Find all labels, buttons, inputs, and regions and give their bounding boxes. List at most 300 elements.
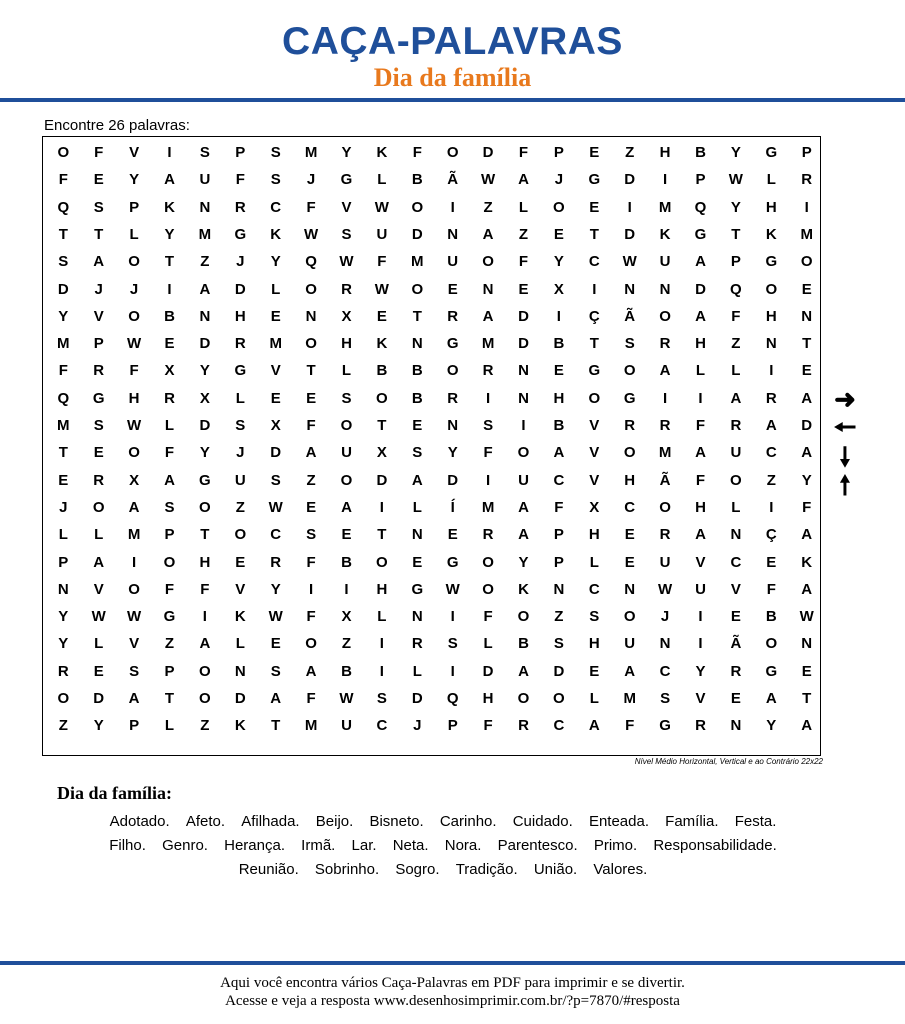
- grid-cell: A: [164, 171, 175, 189]
- word-item: Filho.: [109, 837, 146, 854]
- grid-cell: O: [305, 335, 317, 353]
- grid-cell: J: [236, 253, 245, 271]
- grid-cell: M: [198, 225, 212, 243]
- grid-cell: C: [588, 580, 600, 598]
- grid-cell: E: [93, 662, 104, 680]
- grid-cell: X: [129, 471, 140, 489]
- grid-cell: V: [730, 580, 741, 598]
- grid-cell: X: [341, 307, 352, 325]
- grid-cell: A: [411, 471, 423, 489]
- word-item: Herança.: [224, 837, 285, 854]
- grid-cell: N: [305, 307, 317, 325]
- grid-cell: I: [486, 389, 491, 407]
- grid-cell: A: [164, 471, 175, 489]
- grid-cell: W: [268, 608, 283, 626]
- grid-cell: I: [167, 280, 172, 298]
- grid-cell: A: [801, 717, 813, 735]
- grid-cell: R: [482, 362, 494, 380]
- grid-cell: F: [94, 144, 104, 161]
- grid-cell: A: [93, 553, 105, 571]
- grid-cell: T: [802, 335, 812, 353]
- grid-cell: A: [199, 635, 211, 653]
- grid-cell: G: [765, 662, 778, 680]
- grid-cell: E: [412, 553, 423, 571]
- grid-cell: F: [306, 553, 316, 571]
- grid-cell: O: [411, 280, 424, 298]
- grid-cell: O: [482, 253, 494, 271]
- grid-cell: Z: [518, 225, 529, 243]
- grid-cell: H: [659, 144, 671, 161]
- grid-cell: U: [518, 471, 529, 489]
- grid-cell: E: [730, 608, 741, 626]
- grid-cell: V: [341, 198, 352, 216]
- grid-cell: A: [305, 444, 317, 462]
- grid-cell: Q: [57, 198, 70, 216]
- grid-cell: N: [801, 307, 813, 325]
- grid-cell: S: [164, 498, 175, 516]
- grid-cell: N: [730, 717, 742, 735]
- grid-cell: F: [766, 580, 776, 598]
- grid-cell: S: [270, 662, 281, 680]
- grid-row: [43, 166, 820, 193]
- grid-cell: A: [482, 225, 494, 243]
- grid-cell: Ã: [659, 471, 671, 489]
- word-item: Responsabilidade.: [653, 837, 777, 854]
- grid-cell: U: [659, 553, 671, 571]
- grid-cell: O: [305, 635, 317, 653]
- grid-row: [43, 712, 820, 739]
- grid-cell: O: [128, 444, 140, 462]
- grid-row: [43, 658, 820, 685]
- grid-cell: O: [411, 198, 424, 216]
- grid-cell: P: [164, 662, 175, 680]
- grid-cell: V: [589, 471, 600, 489]
- grid-cell: E: [58, 471, 69, 489]
- grid-cell: S: [270, 471, 281, 489]
- grid-cell: R: [234, 335, 246, 353]
- grid-cell: E: [270, 635, 281, 653]
- grid-cell: K: [659, 225, 671, 243]
- grid-cell: F: [200, 580, 210, 598]
- grid-cell: F: [731, 307, 741, 325]
- grid-cell: O: [376, 553, 388, 571]
- grid-cell: E: [730, 690, 741, 707]
- grid-cell: T: [58, 444, 68, 462]
- grid-cell: Z: [200, 253, 210, 271]
- grid-cell: W: [658, 580, 673, 598]
- grid-cell: P: [235, 144, 246, 161]
- grid-cell: S: [93, 198, 104, 216]
- grid-row: [43, 194, 820, 221]
- grid-cell: Y: [730, 198, 741, 216]
- grid-cell: O: [199, 662, 211, 680]
- grid-cell: D: [482, 662, 494, 680]
- grid-cell: O: [163, 553, 176, 571]
- grid-row: [43, 385, 820, 412]
- grid-cell: W: [304, 225, 319, 243]
- grid-cell: Z: [731, 335, 741, 353]
- grid-cell: Y: [199, 444, 210, 462]
- grid-cell: M: [411, 253, 424, 271]
- grid-cell: S: [270, 171, 281, 189]
- grid-cell: S: [306, 526, 317, 544]
- grid-cell: D: [411, 225, 423, 243]
- top-divider: [0, 98, 905, 102]
- grid-cell: Y: [58, 307, 69, 325]
- grid-cell: K: [234, 608, 246, 626]
- grid-cell: Y: [766, 717, 777, 735]
- grid-cell: H: [234, 307, 246, 325]
- grid-cell: W: [622, 253, 637, 271]
- grid-cell: D: [234, 690, 246, 707]
- word-item: Irmã.: [301, 837, 336, 854]
- grid-cell: S: [376, 690, 387, 707]
- grid-cell: E: [553, 225, 564, 243]
- grid-row: [43, 549, 820, 576]
- grid-cell: O: [765, 280, 778, 298]
- grid-row: [43, 439, 820, 466]
- grid-cell: R: [447, 389, 459, 407]
- word-list-title: Dia da família:: [57, 783, 172, 803]
- grid-cell: L: [518, 198, 529, 216]
- grid-cell: A: [518, 498, 529, 516]
- grid-cell: F: [695, 471, 706, 489]
- grid-row: [43, 330, 820, 357]
- grid-cell: I: [450, 608, 455, 626]
- grid-cell: A: [93, 253, 105, 271]
- grid-cell: F: [695, 417, 706, 434]
- grid-cell: O: [553, 198, 565, 216]
- grid-cell: H: [588, 526, 600, 544]
- grid-cell: W: [127, 608, 142, 626]
- grid-cell: B: [411, 362, 423, 380]
- grid-cell: U: [376, 225, 388, 243]
- grid-cell: E: [624, 553, 635, 571]
- grid-cell: Y: [93, 717, 104, 735]
- grid-cell: L: [235, 635, 245, 653]
- word-item: União.: [533, 861, 578, 878]
- grid-cell: F: [483, 444, 493, 462]
- level-note: Nível Médio Horizontal, Vertical e ao Contrário 22x22: [634, 757, 823, 766]
- grid-cell: N: [730, 526, 742, 544]
- grid-cell: Y: [58, 635, 69, 653]
- grid-cell: O: [305, 280, 317, 298]
- grid-cell: P: [695, 171, 706, 189]
- grid-cell: I: [379, 662, 384, 680]
- grid-cell: K: [518, 580, 529, 598]
- grid-cell: S: [341, 389, 352, 407]
- grid-cell: Q: [730, 280, 742, 298]
- grid-cell: W: [374, 280, 389, 298]
- grid-cell: W: [127, 335, 142, 353]
- grid-cell: R: [164, 389, 175, 407]
- grid-cell: Y: [58, 608, 69, 626]
- grid-cell: I: [627, 198, 632, 216]
- grid-cell: E: [589, 144, 600, 161]
- word-item: Cuidado.: [512, 813, 573, 830]
- grid-row: [43, 630, 820, 657]
- grid-cell: N: [659, 280, 671, 298]
- grid-cell: V: [93, 307, 104, 325]
- grid-cell: U: [199, 171, 211, 189]
- grid-cell: G: [411, 580, 424, 598]
- grid-cell: O: [199, 690, 211, 707]
- grid-cell: E: [235, 553, 246, 571]
- grid-cell: G: [446, 553, 459, 571]
- grid-cell: R: [765, 389, 777, 407]
- arrow-left-icon: 🠔: [833, 412, 857, 442]
- grid-cell: L: [589, 553, 599, 571]
- grid-cell: M: [800, 225, 813, 243]
- grid-cell: F: [306, 417, 316, 434]
- grid-cell: H: [588, 635, 600, 653]
- grid-cell: A: [695, 253, 706, 271]
- grid-cell: L: [94, 526, 104, 544]
- grid-cell: I: [202, 608, 207, 626]
- grid-cell: S: [199, 144, 210, 161]
- grid-cell: T: [271, 717, 281, 735]
- grid-cell: O: [340, 471, 353, 489]
- grid-cell: C: [659, 662, 671, 680]
- grid-cell: E: [412, 417, 423, 434]
- grid-cell: O: [765, 635, 778, 653]
- grid-cell: F: [377, 253, 387, 271]
- grid-cell: O: [57, 690, 70, 707]
- grid-cell: F: [164, 580, 175, 598]
- grid-cell: D: [376, 471, 388, 489]
- grid-cell: F: [802, 498, 812, 516]
- grid-row: [43, 412, 820, 439]
- grid-cell: S: [553, 635, 564, 653]
- grid-cell: D: [57, 280, 69, 298]
- grid-cell: G: [765, 253, 778, 271]
- word-search-grid: [42, 136, 821, 756]
- grid-cell: L: [129, 225, 139, 243]
- grid-cell: B: [553, 417, 565, 434]
- grid-cell: N: [57, 580, 69, 598]
- grid-cell: D: [447, 471, 459, 489]
- grid-cell: H: [624, 471, 636, 489]
- grid-cell: E: [306, 498, 317, 516]
- grid-cell: Y: [553, 253, 564, 271]
- grid-cell: N: [447, 417, 459, 434]
- grid-cell: A: [624, 662, 636, 680]
- grid-cell: R: [270, 553, 282, 571]
- grid-cell: Z: [554, 608, 564, 626]
- grid-cell: X: [164, 362, 175, 380]
- grid-cell: Ç: [765, 526, 777, 544]
- grid-cell: N: [199, 307, 211, 325]
- grid-row: [43, 357, 820, 384]
- grid-cell: C: [553, 471, 565, 489]
- grid-cell: S: [58, 253, 69, 271]
- grid-cell: C: [588, 253, 600, 271]
- grid-cell: L: [731, 362, 741, 380]
- grid-cell: Ã: [447, 171, 459, 189]
- grid-cell: T: [377, 417, 387, 434]
- grid-cell: G: [163, 608, 176, 626]
- grid-cell: P: [801, 144, 812, 161]
- grid-cell: F: [306, 198, 316, 216]
- grid-cell: J: [413, 717, 422, 735]
- arrow-right-icon: ➜: [834, 384, 856, 414]
- grid-cell: L: [766, 171, 776, 189]
- grid-cell: L: [164, 417, 175, 434]
- grid-cell: J: [129, 280, 139, 298]
- grid-cell: H: [128, 389, 140, 407]
- grid-cell: A: [765, 690, 777, 707]
- grid-cell: Y: [129, 171, 140, 189]
- grid-cell: B: [553, 335, 565, 353]
- grid-cell: N: [553, 580, 565, 598]
- grid-cell: G: [234, 362, 247, 380]
- grid-cell: M: [57, 335, 70, 353]
- grid-cell: D: [553, 662, 565, 680]
- grid-cell: V: [695, 690, 706, 707]
- grid-cell: K: [765, 225, 777, 243]
- grid-cell: F: [306, 690, 316, 707]
- grid-cell: O: [199, 498, 211, 516]
- grid-cell: N: [765, 335, 777, 353]
- grid-cell: T: [589, 335, 599, 353]
- grid-cell: A: [518, 526, 529, 544]
- grid-cell: R: [801, 171, 813, 189]
- grid-cell: F: [164, 444, 175, 462]
- grid-cell: Y: [518, 553, 529, 571]
- grid-cell: Z: [766, 471, 776, 489]
- grid-cell: K: [234, 717, 246, 735]
- grid-cell: S: [624, 335, 635, 353]
- grid-cell: B: [164, 307, 175, 325]
- grid-cell: O: [482, 553, 494, 571]
- grid-cell: Q: [694, 198, 707, 216]
- footer-line-1: Aqui você encontra vários Caça-Palavras em PDF para imprimir e se divertir.: [220, 975, 685, 991]
- grid-cell: O: [128, 580, 140, 598]
- grid-row: [43, 521, 820, 548]
- grid-cell: R: [482, 526, 494, 544]
- grid-cell: M: [57, 417, 70, 434]
- grid-cell: Z: [306, 471, 316, 489]
- word-item: Afeto.: [185, 813, 226, 830]
- grid-cell: H: [695, 498, 706, 516]
- grid-cell: S: [129, 662, 140, 680]
- grid-cell: E: [341, 526, 352, 544]
- grid-cell: E: [553, 362, 564, 380]
- grid-cell: O: [446, 144, 459, 161]
- grid-cell: Z: [625, 144, 635, 161]
- grid-cell: P: [553, 144, 564, 161]
- grid-cell: O: [553, 690, 565, 707]
- grid-cell: N: [624, 280, 636, 298]
- grid-cell: D: [801, 417, 813, 434]
- grid-cell: M: [269, 335, 282, 353]
- grid-cell: X: [199, 389, 210, 407]
- grid-cell: R: [659, 417, 671, 434]
- grid-cell: H: [765, 307, 777, 325]
- grid-cell: G: [340, 171, 353, 189]
- word-item: Beijo.: [315, 813, 354, 830]
- grid-cell: S: [589, 608, 600, 626]
- grid-cell: F: [58, 362, 68, 380]
- grid-cell: B: [765, 608, 777, 626]
- grid-cell: Q: [57, 389, 70, 407]
- grid-cell: F: [412, 144, 422, 161]
- grid-cell: C: [270, 526, 282, 544]
- grid-cell: D: [93, 690, 105, 707]
- grid-cell: O: [623, 362, 636, 380]
- grid-cell: A: [801, 526, 813, 544]
- grid-cell: F: [518, 253, 529, 271]
- grid-cell: J: [660, 608, 670, 626]
- grid-cell: Z: [164, 635, 175, 653]
- grid-cell: I: [804, 198, 809, 216]
- word-item: Família.: [665, 813, 719, 830]
- word-item: Tradição.: [455, 861, 518, 878]
- grid-cell: M: [304, 717, 318, 735]
- grid-cell: I: [663, 389, 668, 407]
- grid-cell: O: [517, 690, 530, 707]
- grid-cell: I: [450, 198, 455, 216]
- word-item: Neta.: [392, 837, 429, 854]
- grid-row: [43, 467, 820, 494]
- grid-cell: A: [341, 498, 352, 516]
- grid-cell: L: [164, 717, 175, 735]
- grid-cell: W: [445, 580, 460, 598]
- grid-cell: Z: [235, 498, 245, 516]
- grid-cell: V: [129, 635, 140, 653]
- grid-cell: F: [625, 717, 635, 735]
- grid-cell: V: [235, 580, 246, 598]
- grid-cell: O: [730, 471, 742, 489]
- grid-cell: T: [164, 690, 175, 707]
- grid-cell: A: [801, 580, 813, 598]
- grid-cell: I: [486, 471, 491, 489]
- grid-cell: I: [663, 171, 668, 189]
- grid-cell: G: [199, 471, 211, 489]
- grid-cell: N: [659, 635, 671, 653]
- grid-cell: Z: [341, 635, 352, 653]
- grid-cell: Ã: [624, 307, 636, 325]
- grid-cell: W: [728, 171, 743, 189]
- grid-row: [43, 248, 820, 275]
- grid-cell: V: [695, 553, 706, 571]
- grid-cell: S: [412, 444, 423, 462]
- grid-cell: Y: [270, 580, 281, 598]
- grid-cell: Z: [483, 198, 493, 216]
- grid-cell: Y: [199, 362, 210, 380]
- grid-cell: A: [199, 280, 211, 298]
- grid-cell: I: [344, 580, 349, 598]
- grid-cell: E: [376, 307, 387, 325]
- grid-cell: E: [93, 171, 104, 189]
- grid-cell: D: [518, 307, 529, 325]
- grid-cell: O: [128, 307, 140, 325]
- grid-cell: B: [518, 635, 529, 653]
- grid-cell: V: [93, 580, 104, 598]
- grid-cell: I: [167, 144, 172, 161]
- grid-cell: A: [482, 307, 494, 325]
- grid-cell: M: [658, 198, 672, 216]
- grid-cell: H: [482, 690, 494, 707]
- word-item: Carinho.: [439, 813, 497, 830]
- grid-cell: Y: [730, 144, 741, 161]
- grid-cell: N: [234, 662, 246, 680]
- grid-cell: P: [447, 717, 458, 735]
- grid-cell: S: [270, 144, 281, 161]
- grid-cell: C: [624, 498, 636, 516]
- grid-cell: M: [481, 498, 495, 516]
- grid-cell: L: [695, 362, 706, 380]
